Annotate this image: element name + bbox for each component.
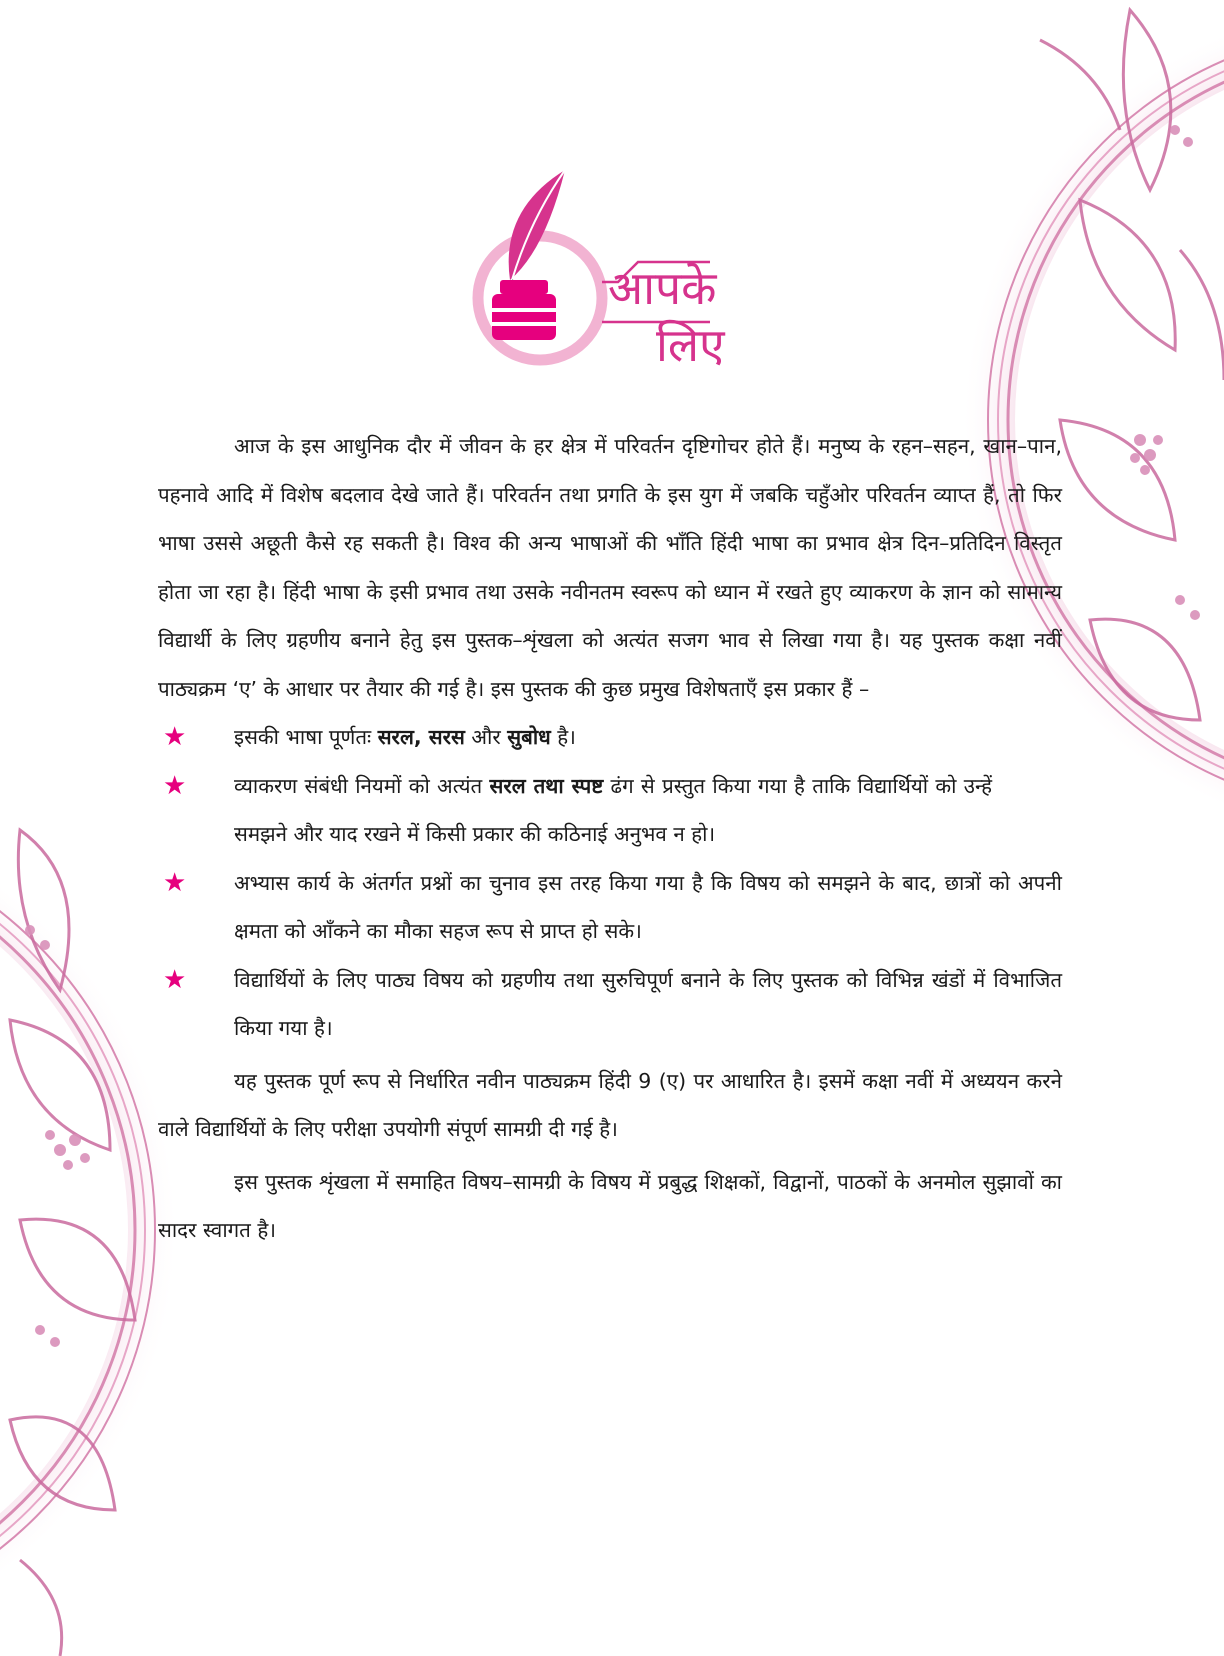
- star-icon: ★: [163, 867, 187, 898]
- bullet-text: है।: [550, 725, 576, 749]
- bullet-bold-text: सुबोध: [507, 725, 551, 749]
- bullet-bold-text: सरल, सरस: [377, 725, 465, 749]
- list-item: [158, 713, 1062, 762]
- star-icon: ★: [163, 770, 187, 801]
- list-item: [158, 956, 1062, 1053]
- page-title-line-1: आपके: [608, 261, 717, 315]
- list-item: [158, 859, 1062, 956]
- preface-body: [158, 422, 1062, 1255]
- bullet-bold-text: सरल तथा स्पष्ट: [489, 773, 604, 798]
- star-icon: ★: [163, 964, 187, 995]
- page-title-line-2: लिए: [656, 318, 725, 372]
- bullet-text: अभ्यास कार्य के अंतर्गत प्रश्नों का चुनाव इस तरह किया गया है कि विषय को समझने के बाद, छात्रों को अपनी क्षमता को आँकने का मौका सहज रूप से प्राप्त हो सके।: [234, 870, 1062, 943]
- list-item: [158, 762, 1062, 859]
- bullet-text: इसकी भाषा पूर्णतः: [234, 725, 378, 749]
- bullet-text: विद्यार्थियों के लिए पाठ्य विषय को ग्रहणीय तथा सुरुचिपूर्ण बनाने के लिए पुस्तक को विभिन्न खंडों में विभाजित किया गया है।: [234, 967, 1062, 1040]
- features-list: [158, 713, 1062, 1053]
- bullet-text: और: [464, 725, 508, 749]
- bullet-text: व्याकरण संबंधी नियमों को अत्यंत: [234, 773, 490, 798]
- bullet-text: ढंग से प्रस्तुत किया गया है ताकि विद्यार्थियों को उन्हें समझने और याद रखने में किसी प्रकार की कठिनाई अनुभव न हो।: [234, 773, 992, 846]
- intro-paragraph: आज के इस आधुनिक दौर में जीवन के हर क्षेत्र में परिवर्तन दृष्टिगोचर होते हैं। मनुष्य के रहन–सहन, खान–पान, पहनावे आदि में विशेष बदलाव देखे जाते हैं। परिवर्तन तथा प्रगति के इस युग में जबकि चहुँओर परिवर्तन व्याप्त हैं, तो फिर भाषा उससे अछूती कैसे रह सकती है। विश्व की अन्य भाषाओं की भाँति हिंदी भाषा का प्रभाव क्षेत्र दिन–प्रतिदिन विस्तृत होता जा रहा है। हिंदी भाषा के इसी प्रभाव तथा उसके नवीनतम स्वरूप को ध्यान में रखते हुए व्याकरण के ज्ञान को सामान्य विद्यार्थी के लिए ग्रहणीय बनाने हेतु इस पुस्तक–शृंखला को अत्यंत सजग भाव से लिखा गया है। यह पुस्तक कक्षा नवीं पाठ्यक्रम ‘ए’ के आधार पर तैयार की गई है। इस पुस्तक की कुछ प्रमुख विशेषताएँ इस प्रकार हैं –: [158, 434, 1062, 701]
- suggestions-paragraph: इस पुस्तक शृंखला में समाहित विषय–सामग्री के विषय में प्रबुद्ध शिक्षकों, विद्वानों, पाठकों के अनमोल सुझावों का सादर स्वागत है।: [158, 1169, 1062, 1242]
- star-icon: ★: [163, 722, 187, 752]
- syllabus-paragraph: यह पुस्तक पूर्ण रूप से निर्धारित नवीन पाठ्यक्रम हिंदी 9 (ए) पर आधारित है। इसमें कक्षा नवीं में अध्ययन करने वाले विद्यार्थियों के लिए परीक्षा उपयोगी संपूर्ण सामग्री दी गई है।: [158, 1068, 1062, 1141]
